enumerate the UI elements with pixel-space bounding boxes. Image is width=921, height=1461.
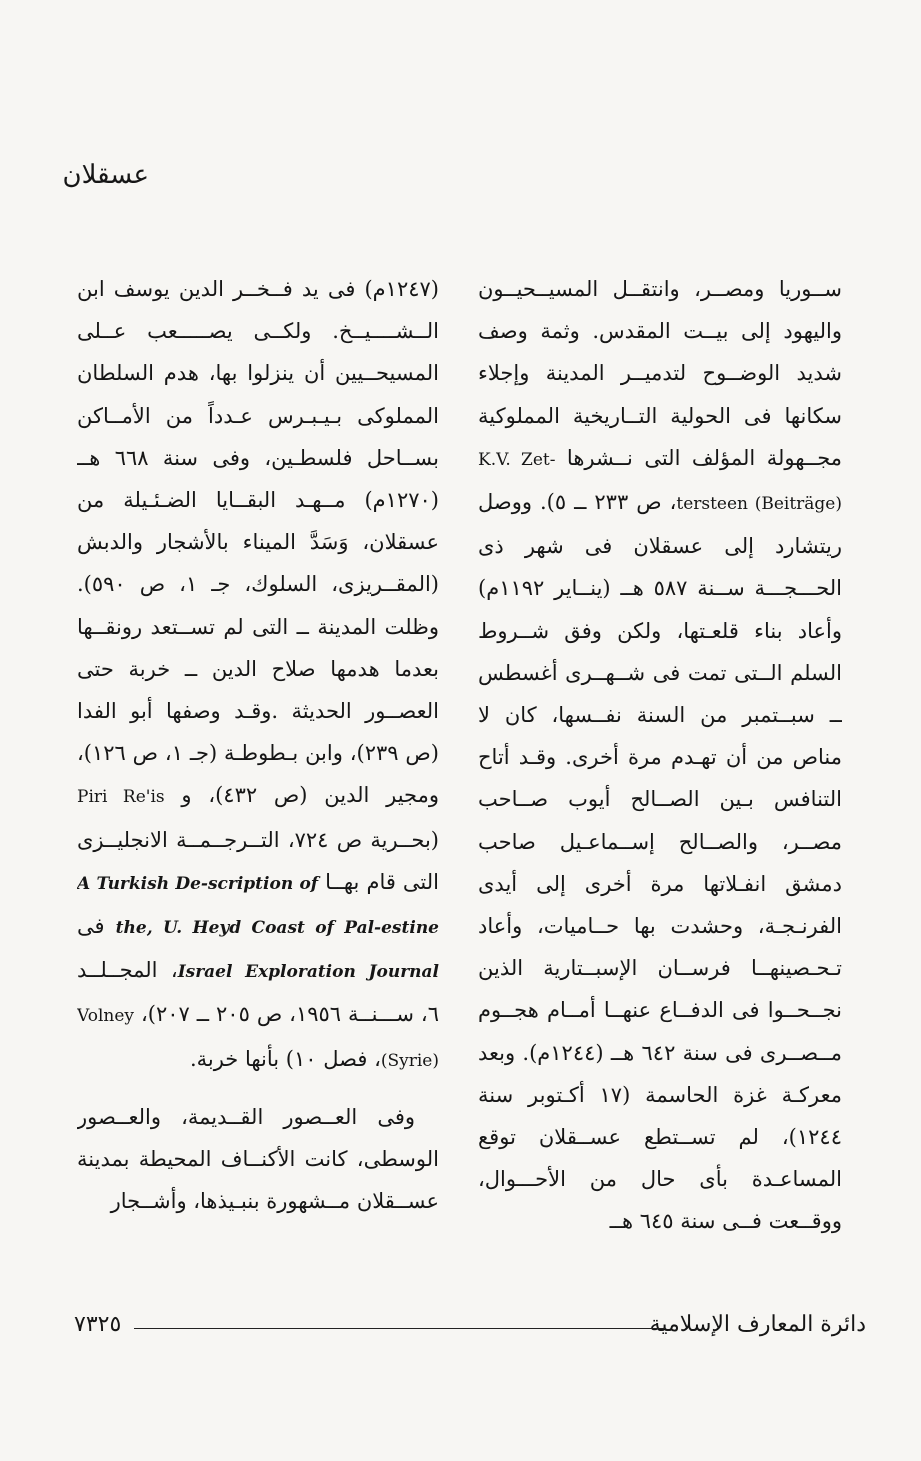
left-column-paragraph-2: وفى العــصور القــديمة، والعــصور الوسطى، كانت الأكنــاف المحيطة بمدينة عســقلان مــشهورة بنبـيذها، وأشــجار — [77, 1104, 439, 1214]
text-column-right — [478, 268, 842, 1308]
page-number: ٧٣٢٥ — [74, 1312, 122, 1337]
left-text-part5: ، فصل ١٠) بأنها خربة. — [189, 1046, 381, 1071]
left-text-part2: (بحــرية ص ٧٢٤، التــرجــمــة الانجليــزى التى قام بهــا — [77, 827, 439, 894]
left-text-part1: (١٢٤٧م) فى يد فــخــر الدين يوسف ابن الــشــــيــخ. ولكــى يصـــــعب عــلى المسيحــيين أن ينزلوا بها، هدم السلطان المملوكى بـيـبـرس عـدداً من الأمــاكن بســاحل فلسطـين، وفى سنة ٦٦٨ هــ (١٢٧٠م) مــهـد البقــايا الضـئـيلة من عسقلان، وَسَدَّ الميناء بالأشجار والدبش (المقــريزى، السلوك، جـ ١، ص ٥٩٠). وظلت المدينة ــ التى لم تســتعد رونقــها بعدما هدمها صلاح الدين ــ خربة حتى العصــور الحديثة .وقـد وصفها أبو الفدا (ص ٢٣٩)، وابن بـطوطـة (جـ ١، ص ١٢٦)، ومجير الدين (ص ٤٣٢)، و — [77, 277, 439, 808]
left-text-part4: ، المجــلــد ٦، ســـنــة ١٩٥٦، ص ٢٠٥ ــ ٢٠٧)، — [77, 958, 439, 1027]
page-title: عسقلان — [62, 160, 149, 190]
footer-divider — [134, 1328, 666, 1329]
right-column-paragraph — [478, 268, 842, 1243]
right-text-part1: ســوريا ومصــر، وانتقــل المسيــحيــون واليهود إلى بيــت المقدس. وثمة وصف شديد الوضــوح لتدميــر المدينة وإجلاء سكانها فى الحولية التــاريخية المملوكية مجــهولة المؤلف التى نــشرها — [478, 277, 842, 470]
latin-citation-zettersteen: K.V. Zet-tersteen (Beiträge) — [478, 449, 842, 515]
page-footer — [74, 1312, 866, 1342]
footer-journal-title: دائرة المعارف الإسلامية — [649, 1312, 866, 1337]
latin-citation-piri: Piri Re'is — [77, 787, 165, 808]
latin-citation-volney: Volney (Syrie) — [77, 1006, 439, 1071]
latin-citation-journal: Israel Exploration Journal — [177, 962, 439, 983]
right-text-part2: ، ص ٢٣٣ ــ ٥). ووصل ريتشارد إلى عسقلان فى شهر ذى الحـــجـــة ســنة ٥٨٧ هــ (ينــاير ١١٩٢م) وأعاد بناء قلعـتها، ولكن وفق شــروط السلم الــتى تمت فى شــهــرى أغسطس ــ سبــتمبر من السنة نفــسها، كان لا مناص من أن تهـدم مرة أخرى. وقـد أتاح التنافس بـين الصــالح أيوب صــاحب مصــر، والصــالح إســماعـيل صاحب دمشق انفـلاتها مرة أخرى إلى أيدى الفرنـجـة، وحشدت بها حــاميات، وأعاد تـحـصينهــا فرســان الإسبــتارية الذين نجــحــوا فى الدفــاع عنهــا أمــام هجــوم مــصــرى فى سنة ٦٤٢ هــ (١٢٤٤م). وبعد معركـة غزة الحاسمة (١٧ أكـتوبر سنة ١٢٤٤)، لم تســتطع عســقلان توقع المساعـدة بأى حال من الأحـــوال، ووقــعت فــى سنة ٦٤٥ هــ — [478, 490, 842, 1234]
left-column-paragraph-1 — [77, 268, 439, 1082]
left-text-part3: فى — [77, 914, 116, 939]
latin-citation-turkish: A Turkish De-scription of the, U. Heyd Coast of Pal-estine — [77, 873, 439, 939]
text-column-left — [77, 268, 439, 1308]
